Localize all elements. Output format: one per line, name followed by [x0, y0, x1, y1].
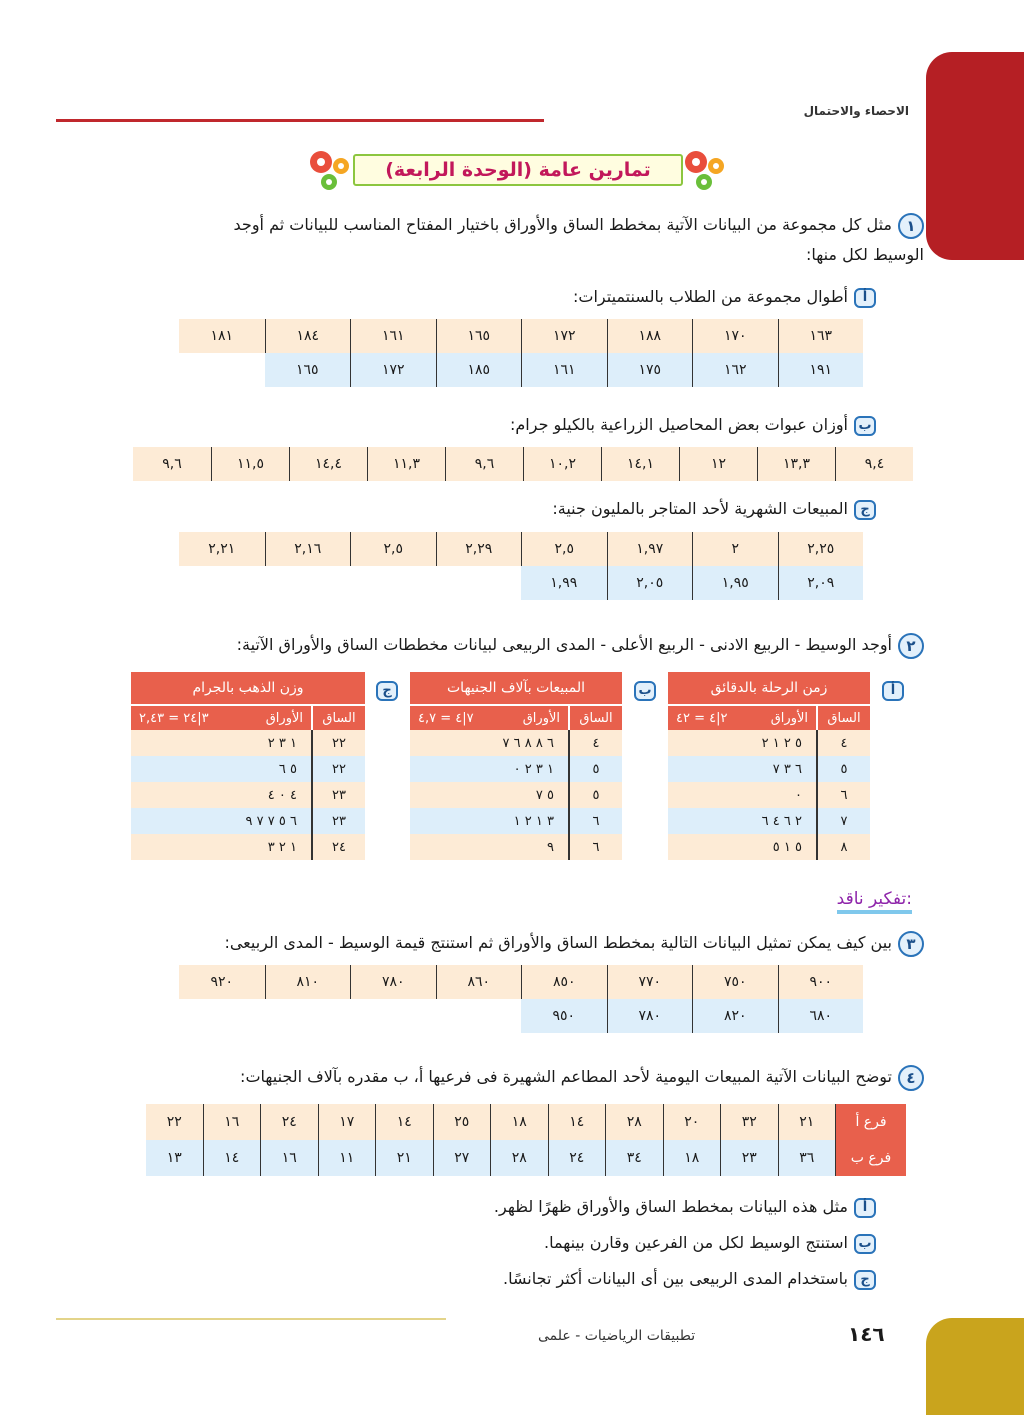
- stem-leaf-table-a: [668, 672, 870, 860]
- data-cell: ٢٣: [721, 1140, 779, 1176]
- data-cell: ١٨٨: [607, 319, 693, 353]
- book-title: تطبيقات الرياضيات - علمى: [538, 1328, 696, 1344]
- data-cell: ٣٤: [606, 1140, 664, 1176]
- part-text: أطوال مجموعة من الطلاب بالسنتميترات:: [573, 287, 848, 306]
- data-cell: ١٦: [261, 1140, 319, 1176]
- leaf-cell: ٥ ٧: [535, 787, 554, 803]
- data-cell: ١٩١: [778, 353, 864, 387]
- critical-thinking-heading: تفكير ناقد:: [837, 888, 912, 914]
- data-cell: ٢,٢١: [208, 541, 236, 557]
- table-row: [410, 808, 622, 834]
- leaf-cell: ٦ ٨ ٨ ٦ ٧: [502, 735, 554, 751]
- data-cell: ١,٩٩: [550, 575, 578, 591]
- table-row: [668, 834, 870, 860]
- branch-b-row: [146, 1140, 906, 1176]
- column-header: الساق: [568, 706, 622, 730]
- data-cell: ٩٢٠: [210, 974, 234, 990]
- data-cell: ٧٨٠: [607, 999, 693, 1033]
- data-cell: ٢: [692, 532, 778, 566]
- data-cell: ٨٢٠: [692, 999, 778, 1033]
- data-cell: ١٨٤: [265, 319, 351, 353]
- data-cell: ١٣,٣: [757, 447, 835, 481]
- data-cell: ٨٥٠: [521, 965, 607, 999]
- data-cell: ١٧: [319, 1104, 377, 1140]
- stem-cell: ٢٢: [311, 730, 365, 756]
- part-4b: [544, 1228, 876, 1258]
- data-cell: ٣٦: [779, 1140, 837, 1176]
- gears-icon: [680, 146, 730, 192]
- data-cell: ٢١: [779, 1104, 837, 1140]
- table-row: [668, 730, 870, 756]
- leaf-cell: ٦ ٥ ٧ ٧ ٩: [245, 813, 297, 829]
- column-header: الأوراق: [522, 710, 560, 726]
- page-number: ١٤٦: [848, 1322, 885, 1346]
- leaf-cell: ٣ ١ ٢ ١: [513, 813, 554, 829]
- stem-cell: ٢٤: [311, 834, 365, 860]
- data-cell: ١٤: [204, 1140, 262, 1176]
- data-cell: ١٤,٤: [289, 447, 367, 481]
- data-cell: ١٠,٢: [523, 447, 601, 481]
- data-row: [179, 532, 863, 566]
- table-row: [131, 782, 365, 808]
- part-label: ب: [634, 681, 656, 701]
- table-row: [410, 756, 622, 782]
- part-text: مثل هذه البيانات بمخطط الساق والأوراق ظهرًا لظهر.: [493, 1197, 848, 1216]
- data-cell: ١٤: [549, 1104, 607, 1140]
- key-label: ٢|٤ = ٤٢: [676, 710, 728, 726]
- leaf-cell: ٤ ٠ ٤: [267, 787, 297, 803]
- column-header: الساق: [311, 706, 365, 730]
- question-3: [134, 928, 924, 958]
- data-cell: ٩,٦: [445, 447, 523, 481]
- data-cell: ٢,٠٥: [607, 566, 693, 600]
- row-label: فرع ب: [836, 1140, 906, 1176]
- data-cell: ١٤: [376, 1104, 434, 1140]
- data-cell: ١,٩٧: [607, 532, 693, 566]
- data-cell: ١٣: [146, 1140, 204, 1176]
- data-cell: ٣٢: [721, 1104, 779, 1140]
- row-label: فرع أ: [836, 1104, 906, 1140]
- data-cell: ٢٠: [664, 1104, 722, 1140]
- leaf-cell: ٥ ١ ٥: [772, 839, 802, 855]
- data-cell: ٢٢: [146, 1104, 204, 1140]
- gears-icon: [305, 146, 355, 192]
- part-label: ب: [854, 1234, 876, 1254]
- part-label: ج: [854, 1270, 876, 1290]
- part-4c: [503, 1264, 876, 1294]
- part-label: أ: [854, 288, 876, 308]
- data-cell: ٢٤: [549, 1140, 607, 1176]
- data-cell: ٢,٢٥: [778, 532, 864, 566]
- data-cell: ٧٨٠: [350, 965, 436, 999]
- data-cell: ١٦: [204, 1104, 262, 1140]
- data-cell: ٢,٥: [350, 532, 436, 566]
- data-cell: ١١: [319, 1140, 377, 1176]
- data-cell: ٢,٢٩: [436, 532, 522, 566]
- leaf-cell: ١ ٣ ٢: [267, 735, 297, 751]
- page-title: تمارين عامة (الوحدة الرابعة): [385, 159, 651, 181]
- question-number: ٤: [898, 1065, 924, 1091]
- data-cell: ١٧٢: [350, 353, 436, 387]
- data-row: [179, 965, 863, 999]
- data-cell: ٢٥: [434, 1104, 492, 1140]
- question-4: [134, 1062, 924, 1092]
- question-1: [134, 210, 924, 270]
- part-label: أ: [882, 681, 904, 701]
- part-text: المبيعات الشهرية لأحد المتاجر بالمليون جنية:: [552, 499, 848, 518]
- table-row: [410, 834, 622, 860]
- data-cell: ١٦١: [521, 353, 607, 387]
- data-cell: ٩٠٠: [778, 965, 864, 999]
- leaf-cell: ١ ٢ ٣: [267, 839, 297, 855]
- data-row: [521, 999, 863, 1033]
- table-row: [668, 756, 870, 782]
- question-text: الوسيط لكل منها:: [805, 245, 924, 264]
- data-cell: ١٦٥: [436, 319, 522, 353]
- table-row: [410, 782, 622, 808]
- stem-cell: ٥: [816, 756, 870, 782]
- data-cell: ٨١٠: [265, 965, 351, 999]
- key-label: ٣|٢٤ = ٢,٤٣: [139, 710, 209, 726]
- leaf-cell: ٢ ٦ ٤ ٦: [761, 813, 802, 829]
- data-cell: ٩٥٠: [552, 1008, 576, 1024]
- data-cell: ٢,١٦: [265, 532, 351, 566]
- data-cell: ٢٤: [261, 1104, 319, 1140]
- stem-cell: ٨: [816, 834, 870, 860]
- data-cell: ٢,٥: [521, 532, 607, 566]
- data-cell: ١٨: [491, 1104, 549, 1140]
- question-text: مثل كل مجموعة من البيانات الآتية بمخطط الساق والأوراق باختيار المفتاح المناسب للبيانات ثم أوجد: [233, 215, 892, 234]
- data-cell: ٩,٦: [162, 456, 182, 472]
- header-divider: [56, 119, 544, 122]
- table-title: المبيعات بآلاف الجنيهات: [410, 672, 622, 704]
- part-1b: [510, 410, 876, 440]
- table-row: [131, 834, 365, 860]
- table-row: [668, 808, 870, 834]
- stem-cell: ٢٣: [311, 782, 365, 808]
- title-banner: [305, 146, 730, 192]
- question-number: ١: [898, 213, 924, 239]
- table-row: [668, 782, 870, 808]
- data-cell: ١١,٣: [367, 447, 445, 481]
- part-label: أ: [854, 1198, 876, 1218]
- part-text: أوزان عبوات بعض المحاصيل الزراعية بالكيلو جرام:: [510, 415, 848, 434]
- leaf-cell: ٥ ٢ ١ ٢: [761, 735, 802, 751]
- table-title: وزن الذهب بالجرام: [131, 672, 365, 704]
- leaf-cell: ٥ ٦: [278, 761, 297, 777]
- stem-cell: ٦: [568, 834, 622, 860]
- leaf-cell: ١ ٣ ٢ ٠: [513, 761, 554, 777]
- leaf-cell: ٩: [547, 839, 554, 855]
- stem-cell: ٥: [568, 782, 622, 808]
- table-row: [410, 730, 622, 756]
- data-cell: ١١,٥: [211, 447, 289, 481]
- question-number: ٣: [898, 931, 924, 957]
- stem-cell: ٧: [816, 808, 870, 834]
- table-row: [131, 730, 365, 756]
- data-row: [265, 353, 864, 387]
- data-cell: ٢١: [376, 1140, 434, 1176]
- stem-cell: ٦: [816, 782, 870, 808]
- question-text: بين كيف يمكن تمثيل البيانات التالية بمخطط الساق والأوراق ثم استنتج قيمة الوسيط - المدى الربيعى:: [224, 933, 892, 952]
- data-cell: ١٨١: [210, 328, 234, 344]
- data-cell: ١٦١: [350, 319, 436, 353]
- data-cell: ١٨: [664, 1140, 722, 1176]
- question-2: [134, 630, 924, 660]
- stem-leaf-table-c: [131, 672, 365, 860]
- data-row: [179, 319, 863, 353]
- table-row: [131, 756, 365, 782]
- leaf-cell: ٠: [795, 787, 802, 803]
- data-cell: ١٧٢: [521, 319, 607, 353]
- data-cell: ٧٧٠: [607, 965, 693, 999]
- chapter-tab: [926, 52, 1024, 260]
- part-1a: [573, 282, 876, 312]
- data-cell: ٩,٤: [835, 447, 913, 481]
- key-label: ٧|٤ = ٤,٧: [418, 710, 474, 726]
- part-text: استنتج الوسيط لكل من الفرعين وقارن بينهما.: [544, 1233, 848, 1252]
- leaf-cell: ٦ ٣ ٧: [772, 761, 802, 777]
- footer-tab: [926, 1318, 1024, 1415]
- part-label: ج: [376, 681, 398, 701]
- question-number: ٢: [898, 633, 924, 659]
- column-header: الأوراق: [265, 710, 303, 726]
- stem-cell: ٤: [568, 730, 622, 756]
- data-cell: ٧٥٠: [692, 965, 778, 999]
- data-cell: ١٢: [679, 447, 757, 481]
- footer-divider: [56, 1318, 446, 1320]
- data-cell: ١,٩٥: [692, 566, 778, 600]
- question-text: أوجد الوسيط - الربيع الادنى - الربيع الأعلى - المدى الربيعى لبيانات مخططات الساق والأوراق الآتية:: [236, 635, 892, 654]
- stem-leaf-table-b: [410, 672, 622, 860]
- part-4a: [494, 1192, 876, 1222]
- unit-header: الاحصاء والاحتمال: [803, 104, 909, 118]
- column-header: الأوراق: [770, 710, 808, 726]
- data-row: [521, 566, 863, 600]
- data-cell: ١٦٢: [692, 353, 778, 387]
- data-cell: ٢٨: [491, 1140, 549, 1176]
- part-1c: [552, 494, 876, 524]
- question-text: توضح البيانات الآتية المبيعات اليومية لأحد المطاعم الشهيرة فى فرعيها أ، ب مقدره بآلاف الجنيهات:: [240, 1067, 892, 1086]
- column-header: الساق: [816, 706, 870, 730]
- data-row: [133, 447, 913, 481]
- stem-cell: ٢٢: [311, 756, 365, 782]
- stem-cell: ٤: [816, 730, 870, 756]
- stem-cell: ٥: [568, 756, 622, 782]
- data-cell: ٦٨٠: [778, 999, 864, 1033]
- data-cell: ٢,٠٩: [778, 566, 864, 600]
- stem-cell: ٦: [568, 808, 622, 834]
- part-label: ج: [854, 500, 876, 520]
- data-cell: ١٤,١: [601, 447, 679, 481]
- part-text: باستخدام المدى الربيعى بين أى البيانات أكثر تجانسًا.: [503, 1269, 848, 1288]
- data-cell: ١٧٠: [692, 319, 778, 353]
- data-cell: ١٦٣: [778, 319, 864, 353]
- branches-table: [146, 1104, 906, 1176]
- table-title: زمن الرحلة بالدقائق: [668, 672, 870, 704]
- branch-a-row: [146, 1104, 906, 1140]
- data-cell: ٨٦٠: [436, 965, 522, 999]
- data-cell: ١٦٥: [295, 362, 319, 378]
- data-cell: ١٨٥: [436, 353, 522, 387]
- part-label: ب: [854, 416, 876, 436]
- data-cell: ٢٨: [606, 1104, 664, 1140]
- stem-cell: ٢٣: [311, 808, 365, 834]
- table-row: [131, 808, 365, 834]
- data-cell: ١٧٥: [607, 353, 693, 387]
- data-cell: ٢٧: [434, 1140, 492, 1176]
